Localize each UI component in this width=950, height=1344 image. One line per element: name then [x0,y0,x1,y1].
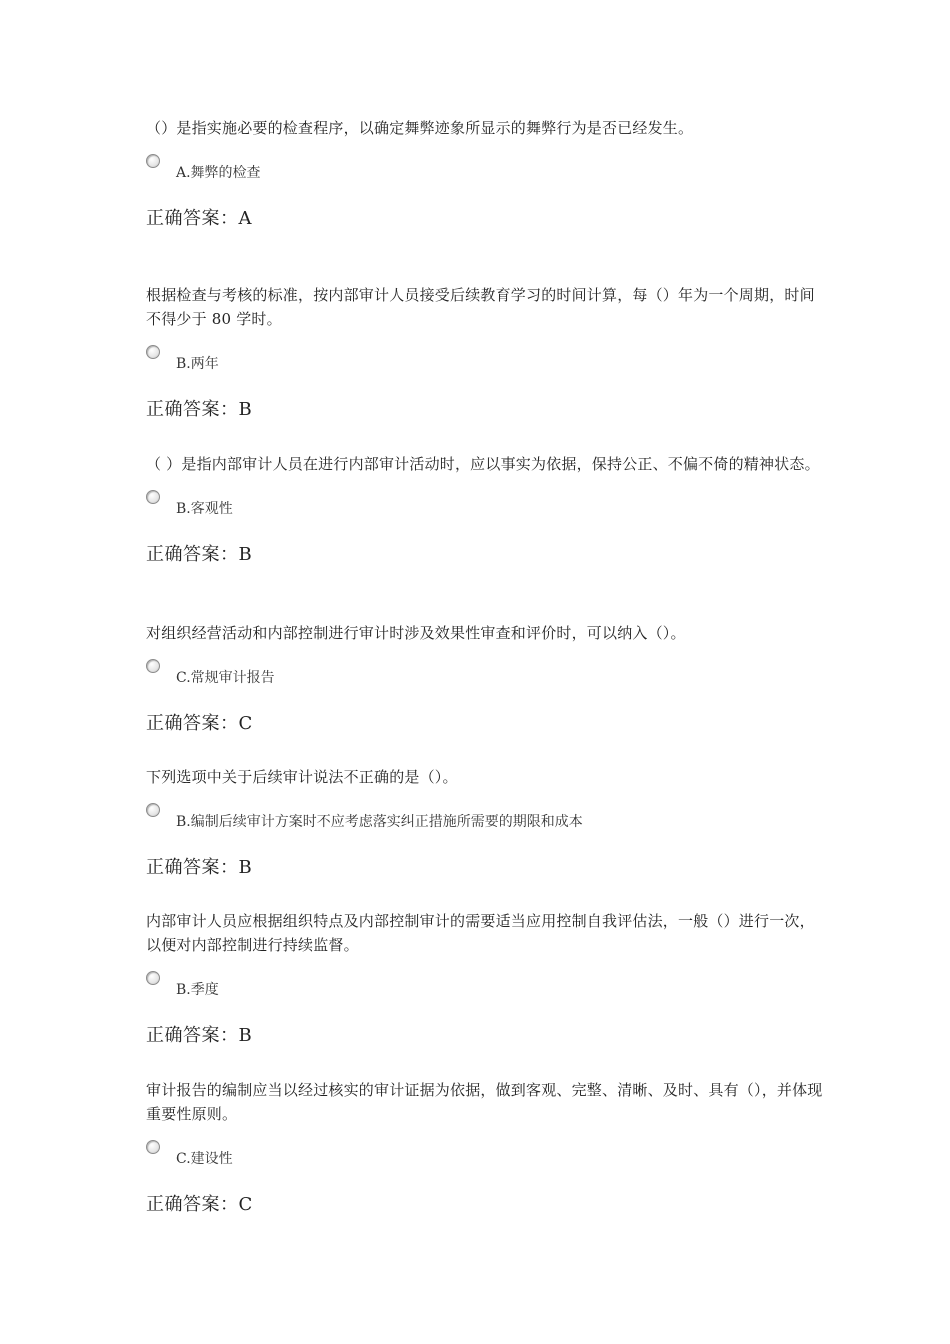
correct-answer: 正确答案：C [146,1194,253,1215]
option-label: B.编制后续审计方案时不应考虑落实纠正措施所需要的期限和成本 [176,814,583,830]
question-item [146,621,826,737]
option-label: C.建设性 [176,1151,233,1167]
option-label: B.季度 [176,982,219,998]
correct-answer: 正确答案：B [146,544,253,565]
option-row[interactable] [146,154,826,194]
question-item [146,116,826,232]
option-row[interactable] [146,971,826,1011]
option-label: C.常规审计报告 [176,670,275,686]
question-item [146,909,826,1049]
option-row[interactable] [146,1140,826,1180]
radio-button-icon[interactable] [146,803,160,817]
question-text: 内部审计人员应根据组织特点及内部控制审计的需要适当应用控制自我评估法，一般（）进行一次，以便对内部控制进行持续监督。 [146,912,815,954]
option-row[interactable] [146,490,826,530]
question-text: 审计报告的编制应当以经过核实的审计证据为依据，做到客观、完整、清晰、及时、具有（），并体现重要性原则。 [146,1081,823,1123]
question-text: 根据检查与考核的标准，按内部审计人员接受后续教育学习的时间计算，每（）年为一个周期，时间不得少于 80 学时。 [146,286,815,328]
radio-button-icon[interactable] [146,1140,160,1154]
correct-answer: 正确答案：B [146,399,253,420]
option-row[interactable] [146,803,826,843]
correct-answer: 正确答案：A [146,208,252,229]
question-item [146,452,826,568]
question-text: （ ）是指内部审计人员在进行内部审计活动时，应以事实为依据，保持公正、不偏不倚的精神状态。 [146,455,820,473]
option-label: B.两年 [176,356,219,372]
correct-answer: 正确答案：B [146,857,253,878]
question-text: 下列选项中关于后续审计说法不正确的是（）。 [146,768,458,786]
question-text: （）是指实施必要的检查程序，以确定舞弊迹象所显示的舞弊行为是否已经发生。 [146,119,694,137]
radio-button-icon[interactable] [146,345,160,359]
question-item [146,765,826,881]
option-label: B.客观性 [176,501,233,517]
question-text: 对组织经营活动和内部控制进行审计时涉及效果性审查和评价时，可以纳入（）。 [146,624,686,642]
correct-answer: 正确答案：C [146,713,253,734]
radio-button-icon[interactable] [146,154,160,168]
radio-button-icon[interactable] [146,971,160,985]
radio-button-icon[interactable] [146,490,160,504]
radio-button-icon[interactable] [146,659,160,673]
option-row[interactable] [146,345,826,385]
option-row[interactable] [146,659,826,699]
question-item [146,283,826,423]
correct-answer: 正确答案：B [146,1025,253,1046]
question-item [146,1078,826,1218]
option-label: A.舞弊的检查 [176,165,261,181]
